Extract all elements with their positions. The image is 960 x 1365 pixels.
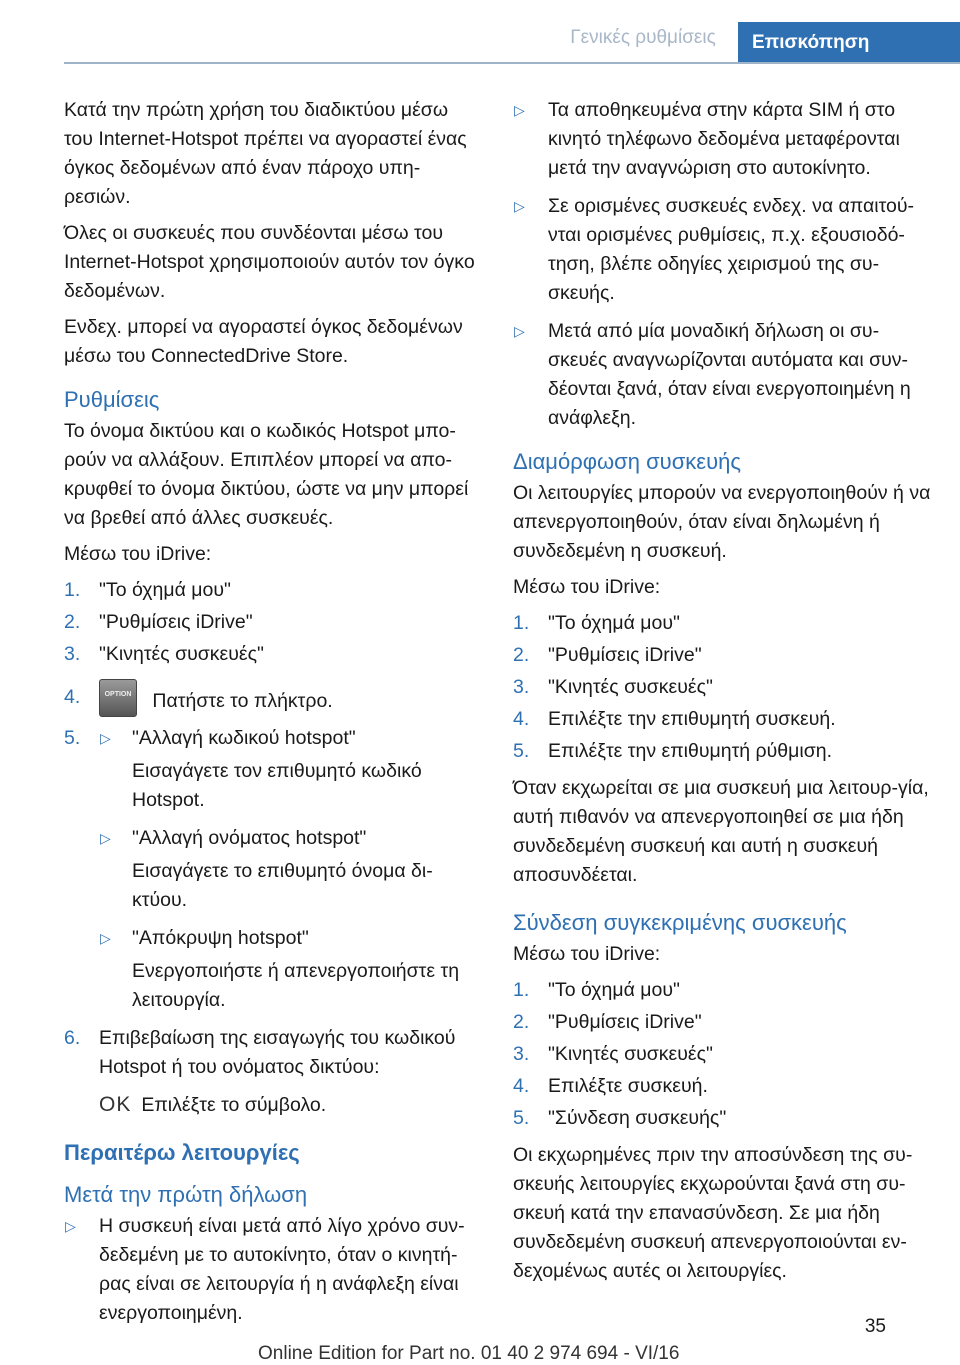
left-column (64, 96, 478, 1337)
list-item (64, 640, 478, 669)
sub-item-desc: Εισαγάγετε τον επιθυμητό κωδικό Hotspot. (132, 760, 422, 811)
list-item (64, 724, 478, 1015)
list-item (513, 705, 931, 734)
list-item (513, 317, 931, 433)
list-item (99, 824, 478, 915)
step-text: "Κινητές συσκευές" (99, 643, 264, 665)
step-number: 5. (64, 727, 81, 749)
footer-edition: Online Edition for Part no. 01 40 2 974 694 - VI/16 (258, 1343, 680, 1364)
via-idrive-label: Μέσω του iDrive: (64, 543, 212, 565)
triangle-right-icon: ▷ (514, 323, 525, 339)
via-idrive-label: Μέσω του iDrive: (513, 943, 661, 965)
step-text: "Σύνδεση συσκευής" (548, 1107, 727, 1129)
list-item (513, 1072, 931, 1101)
list-item (99, 724, 478, 815)
step-text: Επιλέξτε συσκευή. (548, 1075, 708, 1097)
step-number: 4. (64, 686, 81, 708)
sub-item-title: "Αλλαγή ονόματος hotspot" (132, 827, 367, 849)
intro-paragraph-1: Κατά την πρώτη χρήση του διαδικτύου μέσω του Internet-Hotspot πρέπει να αγοραστεί ένας όγκος δεδομένων από έναν πάροχο υπη‐ρεσιών. (64, 99, 467, 208)
step-text: "Κινητές συσκευές" (548, 676, 713, 698)
list-item (513, 641, 931, 670)
triangle-right-icon: ▷ (100, 730, 111, 746)
list-item (513, 673, 931, 702)
config-heading: Διαμόρφωση συσκευής (513, 449, 741, 474)
step-number: 6. (64, 1027, 81, 1049)
option-button-icon: OPTION (99, 679, 137, 717)
list-item (64, 1024, 478, 1082)
settings-heading: Ρυθμίσεις (64, 387, 160, 412)
first-login-heading: Μετά την πρώτη δήλωση (64, 1182, 308, 1207)
list-item (513, 1104, 931, 1133)
right-bullets (513, 96, 931, 433)
triangle-right-icon: ▷ (514, 102, 525, 118)
sub-item-desc: Ενεργοποιήστε ή απενεργοποιήστε τη λειτουργία. (132, 960, 460, 1011)
step-number: 3. (513, 676, 530, 698)
step-number: 3. (513, 1043, 530, 1065)
list-item (513, 96, 931, 183)
list-item (64, 1212, 478, 1328)
triangle-right-icon: ▷ (100, 830, 111, 846)
config-steps (513, 609, 931, 766)
bullet-text: Η συσκευή είναι μετά από λίγο χρόνο συν‐δεδεμένη με το αυτοκίνητο, όταν ο κινητή‐ρας είναι σε λειτουργία ή η ανάφλεξη είναι ενεργοποιημένη. (99, 1215, 465, 1324)
more-functions-heading: Περαιτέρω λειτουργίες (64, 1140, 300, 1165)
bullet-text: Μετά από μία μοναδική δήλωση οι συ‐σκευές αναγνωρίζονται αυτόματα και συν‐δέονται ξανά, όταν είναι ενεργοποιημένη η ανάφλεξη. (548, 320, 911, 429)
list-item (513, 609, 931, 638)
ok-text: Επιλέξτε το σύμβολο. (141, 1094, 327, 1116)
triangle-right-icon: ▷ (100, 930, 111, 946)
config-note: Όταν εκχωρείται σε μια συσκευή μια λειτουρ‐γία, αυτή πιθανόν να απενεργοποιηθεί σε μια ήδη συνδεδεμένη συσκευή και αυτή η συσκευή αποσυνδέεται. (513, 777, 929, 886)
triangle-right-icon: ▷ (514, 198, 525, 214)
list-item (64, 576, 478, 605)
list-item (99, 924, 478, 1015)
step-text: "Το όχημά μου" (548, 612, 680, 634)
connect-note: Οι εκχωρημένες πριν την αποσύνδεση της συ‐σκευής λειτουργίες εκχωρούνται ξανά στη συ‐σκευή κατά την επανασύνδεση. Σε μια ήδη συνδεδεμένη συσκευή απενεργοποιούνται εν‐δεχομένως αυτές οι λειτουργίες. (513, 1144, 913, 1282)
page-number: 35 (864, 1316, 886, 1337)
step-number: 2. (513, 644, 530, 666)
page-header (0, 0, 960, 62)
intro-paragraph-3: Ενδεχ. μπορεί να αγοραστεί όγκος δεδομένων μέσω του ConnectedDrive Store. (64, 316, 463, 367)
step-text: "Το όχημά μου" (99, 579, 231, 601)
step-number: 3. (64, 643, 81, 665)
step-text: "Ρυθμίσεις iDrive" (548, 1011, 702, 1033)
step-text: Επιλέξτε την επιθυμητή ρύθμιση. (548, 740, 832, 762)
step-number: 5. (513, 740, 530, 762)
sub-item-desc: Εισαγάγετε το επιθυμητό όνομα δι‐κτύου. (132, 860, 433, 911)
header-rule (64, 62, 960, 64)
triangle-right-icon: ▷ (65, 1218, 76, 1234)
connect-heading: Σύνδεση συγκεκριμένης συσκευής (513, 910, 847, 935)
intro-paragraph-2: Όλες οι συσκευές που συνδέονται μέσω του Internet-Hotspot χρησιμοποιούν αυτόν τον όγκο δεδομένων. (64, 222, 475, 302)
settings-paragraph: Το όνομα δικτύου και ο κωδικός Hotspot μπο‐ρούν να αλλάξουν. Επιπλέον μπορεί να απο‐κρυφθεί το όνομα δικτύου, ώστε να μην μπορεί να βρεθεί από άλλες συσκευές. (64, 420, 469, 529)
step-number: 4. (513, 1075, 530, 1097)
step-number: 2. (64, 611, 81, 633)
step-number: 5. (513, 1107, 530, 1129)
list-item (513, 192, 931, 308)
settings-steps (64, 576, 478, 1082)
sub-item-title: "Απόκρυψη hotspot" (132, 927, 309, 949)
list-item (513, 976, 931, 1005)
step5-sublist (99, 724, 478, 1015)
step-number: 1. (513, 612, 530, 634)
right-column (513, 96, 931, 1293)
step-number: 1. (64, 579, 81, 601)
list-item (513, 737, 931, 766)
step-number: 1. (513, 979, 530, 1001)
bullet-text: Τα αποθηκευμένα στην κάρτα SIM ή στο κινητό τηλέφωνο δεδομένα μεταφέρονται μετά την αναγνώριση στο αυτοκίνητο. (548, 99, 900, 179)
step-number: 2. (513, 1011, 530, 1033)
sub-item-title: "Αλλαγή κωδικού hotspot" (132, 727, 356, 749)
list-item (64, 608, 478, 637)
first-login-bullets (64, 1212, 478, 1328)
list-item (64, 683, 478, 721)
step-text: "Το όχημά μου" (548, 979, 680, 1001)
step-text: Επιβεβαίωση της εισαγωγής του κωδικού Hotspot ή του ονόματος δικτύου: (99, 1027, 456, 1078)
header-tab-overview: Επισκόπηση (738, 22, 960, 62)
step-text: "Ρυθμίσεις iDrive" (99, 611, 253, 633)
header-section-title: Γενικές ρυθμίσεις (570, 27, 716, 48)
step-text: Πατήστε το πλήκτρο. (152, 690, 333, 713)
step-text: Επιλέξτε την επιθυμητή συσκευή. (548, 708, 836, 730)
bullet-text: Σε ορισμένες συσκευές ενδεχ. να απαιτού‐νται ορισμένες ρυθμίσεις, π.χ. εξουσιοδό‐τηση, βλέπε οδηγίες χειρισμού της συ‐σκευής. (548, 195, 914, 304)
step-number: 4. (513, 708, 530, 730)
via-idrive-label: Μέσω του iDrive: (513, 576, 661, 598)
list-item (513, 1040, 931, 1069)
connect-steps (513, 976, 931, 1133)
step-text: "Κινητές συσκευές" (548, 1043, 713, 1065)
step-text: "Ρυθμίσεις iDrive" (548, 644, 702, 666)
list-item (513, 1008, 931, 1037)
config-paragraph: Οι λειτουργίες μπορούν να ενεργοποιηθούν ή να απενεργοποιηθούν, όταν είναι δηλωμένη ή συνδεδεμένη η συσκευή. (513, 482, 931, 562)
ok-instruction (64, 1090, 478, 1120)
ok-symbol-icon: OK (99, 1093, 132, 1116)
